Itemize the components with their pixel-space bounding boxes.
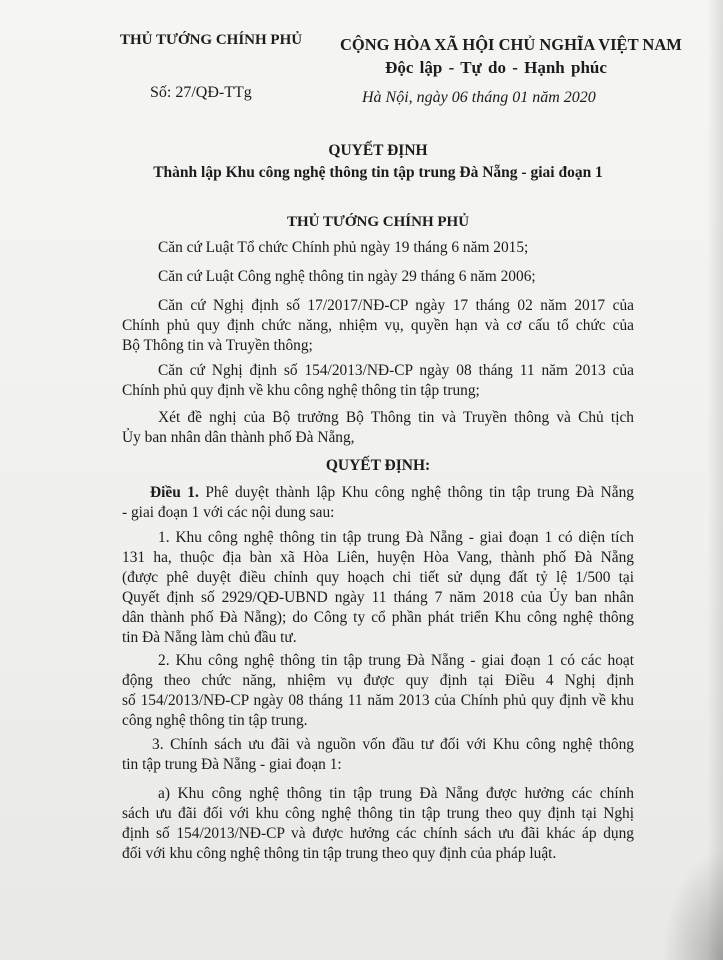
- preamble-line: Căn cứ Nghị định số 17/2017/NĐ-CP ngày 17 tháng 02 năm 2017 của: [158, 297, 634, 314]
- clause-line: 1. Khu công nghệ thông tin tập trung Đà Nẵng - giai đoạn 1 có diện tích: [158, 529, 634, 546]
- preamble-line: Căn cứ Luật Tổ chức Chính phủ ngày 19 tháng 6 năm 2015;: [158, 239, 529, 256]
- document-type-title: QUYẾT ĐỊNH: [328, 142, 428, 159]
- clause-line: công nghệ thông tin tập trung.: [122, 712, 308, 729]
- page-edge-shadow: [707, 0, 723, 960]
- article-1-intro: [122, 483, 634, 523]
- article-1-line: [122, 483, 634, 503]
- decision-heading: QUYẾT ĐỊNH:: [325, 457, 431, 474]
- clause-line: động theo chức năng, nhiệm vụ được quy định tại Điều 4 Nghị định: [122, 672, 634, 689]
- page-corner-shadow: [663, 850, 723, 960]
- national-title: CỘNG HÒA XÃ HỘI CHỦ NGHĨA VIỆT NAM: [340, 35, 682, 54]
- preamble-paragraph: [122, 238, 634, 258]
- clause-3-point-a: [122, 784, 634, 864]
- point-line: định số 154/2013/NĐ-CP và được hưởng các chính sách ưu đãi khác áp dụng: [122, 825, 634, 842]
- preamble-line: Căn cứ Nghị định số 154/2013/NĐ-CP ngày 08 tháng 11 năm 2013 của: [158, 362, 634, 379]
- article-1-text: Phê duyệt thành lập Khu công nghệ thông tin tập trung Đà Nẵng: [205, 484, 634, 501]
- preamble-line: Chính phủ quy định về khu công nghệ thông tin tập trung;: [122, 382, 480, 399]
- article-label: Điều 1.: [150, 484, 199, 501]
- preamble-line: Ủy ban nhân dân thành phố Đà Nẵng,: [122, 429, 355, 446]
- clause-line: tin tập trung Đà Nẵng - giai đoạn 1:: [122, 756, 342, 773]
- clause-3: [122, 735, 634, 775]
- point-line: đối với khu công nghệ thông tin tập trung theo quy định của pháp luật.: [122, 845, 557, 862]
- issuer-heading: THỦ TƯỚNG CHÍNH PHỦ: [286, 214, 470, 230]
- preamble-paragraph: [122, 296, 634, 356]
- clause-line: dân thành phố Đà Nẵng); do Công ty cổ phần phát triển Khu công nghệ thông: [122, 609, 634, 626]
- preamble-line: Căn cứ Luật Công nghệ thông tin ngày 29 tháng 6 năm 2006;: [158, 268, 536, 285]
- document-subject: Thành lập Khu công nghệ thông tin tập trung Đà Nẵng - giai đoạn 1: [153, 164, 603, 181]
- national-motto: Độc lập - Tự do - Hạnh phúc: [385, 58, 607, 77]
- point-line: a) Khu công nghệ thông tin tập trung Đà Nẵng được hưởng các chính: [158, 785, 634, 802]
- clause-2: [122, 651, 634, 731]
- document-number: Số: 27/QĐ-TTg: [150, 84, 252, 101]
- place-date: Hà Nội, ngày 06 tháng 01 năm 2020: [362, 89, 596, 106]
- clause-line: số 154/2013/NĐ-CP ngày 08 tháng 11 năm 2013 của Chính phủ quy định về khu: [122, 692, 634, 709]
- clause-line: (được phê duyệt điều chỉnh quy hoạch chi tiết sử dụng đất tỷ lệ 1/500 tại: [122, 569, 634, 586]
- clause-line: 2. Khu công nghệ thông tin tập trung Đà Nẵng - giai đoạn 1 có các hoạt: [158, 652, 634, 669]
- article-1-line: - giai đoạn 1 với các nội dung sau:: [122, 504, 335, 521]
- preamble-paragraph: [122, 408, 634, 448]
- clause-line: tin Đà Nẵng làm chủ đầu tư.: [122, 629, 297, 646]
- preamble-paragraph: [122, 267, 634, 287]
- point-line: sách ưu đãi đối với khu công nghệ thông tin tập trung theo quy định tại Nghị: [122, 805, 634, 822]
- preamble-line: Chính phủ quy định chức năng, nhiệm vụ, quyền hạn và cơ cấu tổ chức của: [122, 317, 634, 334]
- clause-line: Quyết định số 2929/QĐ-UBND ngày 11 tháng 7 năm 2018 của Ủy ban nhân: [122, 589, 634, 606]
- preamble-paragraph: [122, 361, 634, 401]
- clause-line: 3. Chính sách ưu đãi và nguồn vốn đầu tư đối với Khu công nghệ thông: [152, 736, 634, 753]
- preamble-line: Xét đề nghị của Bộ trưởng Bộ Thông tin và Truyền thông và Chủ tịch: [158, 409, 634, 426]
- agency-name: THỦ TƯỚNG CHÍNH PHỦ: [120, 32, 303, 48]
- clause-line: 131 ha, thuộc địa bàn xã Hòa Liên, huyện Hòa Vang, thành phố Đà Nẵng: [122, 549, 634, 566]
- clause-1: [122, 528, 634, 648]
- preamble-line: Bộ Thông tin và Truyền thông;: [122, 337, 313, 354]
